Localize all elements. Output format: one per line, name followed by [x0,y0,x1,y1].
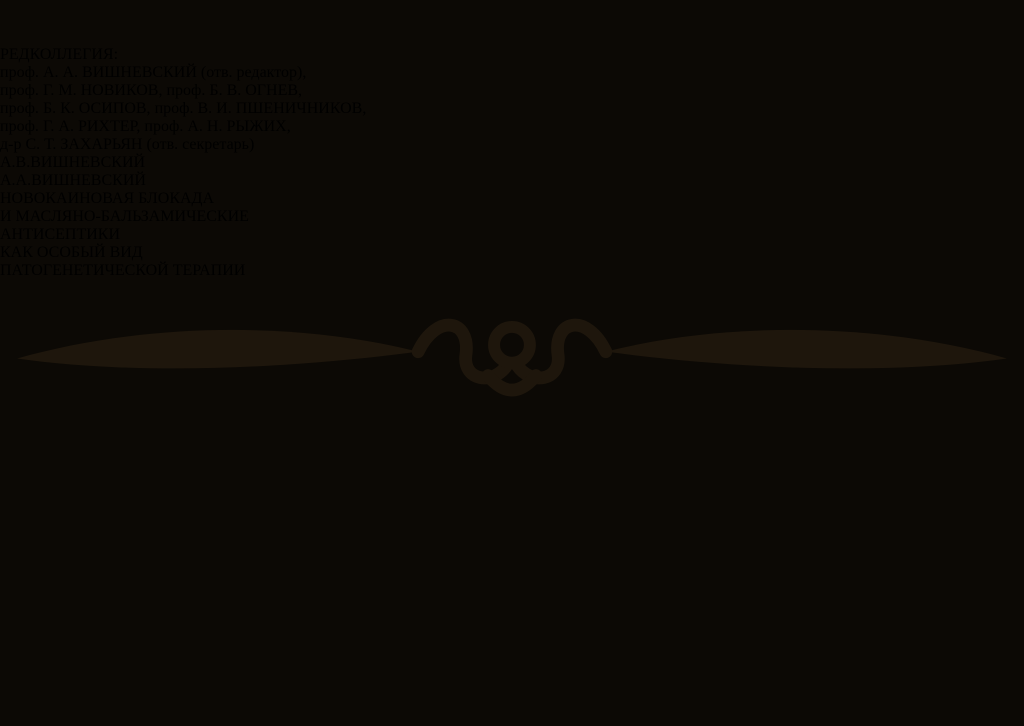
role-label: проф. [0,64,43,81]
role-label: проф. [0,100,43,117]
role-label: проф. [144,118,188,135]
role-label: проф. [0,118,43,135]
editorial-line [0,118,1024,136]
book-title-block [0,190,1024,280]
left-page-edge [0,0,6,726]
flourish-divider-icon [0,280,1024,434]
author-name: А.В.ВИШНЕВСКИЙ [0,154,146,171]
editorial-heading: РЕДКОЛЛЕГИЯ: [0,46,119,63]
editorial-line [0,136,1024,154]
member-name: С. Т. ЗАХАРЬЯН [25,136,147,153]
role-label: проф. [166,82,210,99]
authors-block [0,154,1024,190]
showthrough-smudge [0,0,330,9]
role-label: (отв. секретарь) [146,136,255,153]
showthrough-smudge [0,9,240,18]
role-label: проф. [0,82,43,99]
editorial-line [0,82,1024,100]
title-line: И МАСЛЯНО-БАЛЬЗАМИЧЕСКИЕ [0,208,249,225]
member-name: А. Н. РЫЖИХ, [187,118,291,135]
member-name: А. А. ВИШНЕВСКИЙ [42,64,201,81]
member-name: Г. А. РИХТЕР, [42,118,145,135]
showthrough-smudge [0,36,280,44]
role-label: д-р [0,136,26,153]
member-name: Г. М. НОВИКОВ, [42,82,167,99]
title-line: НОВОКАИНОВАЯ БЛОКАДА [0,190,215,207]
showthrough-smudge [0,27,90,36]
author-name: А.А.ВИШНЕВСКИЙ [0,172,146,189]
member-name: Б. К. ОСИПОВ, [42,100,155,117]
title-line: АНТИСЕПТИКИ [0,226,120,243]
editorial-line [0,100,1024,118]
role-label: (отв. редактор), [200,64,307,81]
title-line: КАК ОСОБЫЙ ВИД [0,244,143,261]
editorial-line [0,64,1024,82]
title-line: ПАТОГЕНЕТИЧЕСКОЙ ТЕРАПИИ [0,262,246,279]
member-name: В. И. ПШЕНИЧНИКОВ, [197,100,367,117]
member-name: Б. В. ОГНЕВ, [209,82,303,99]
showthrough-smudge [0,18,300,27]
editorial-board-block [0,46,1024,154]
role-label: проф. [154,100,198,117]
